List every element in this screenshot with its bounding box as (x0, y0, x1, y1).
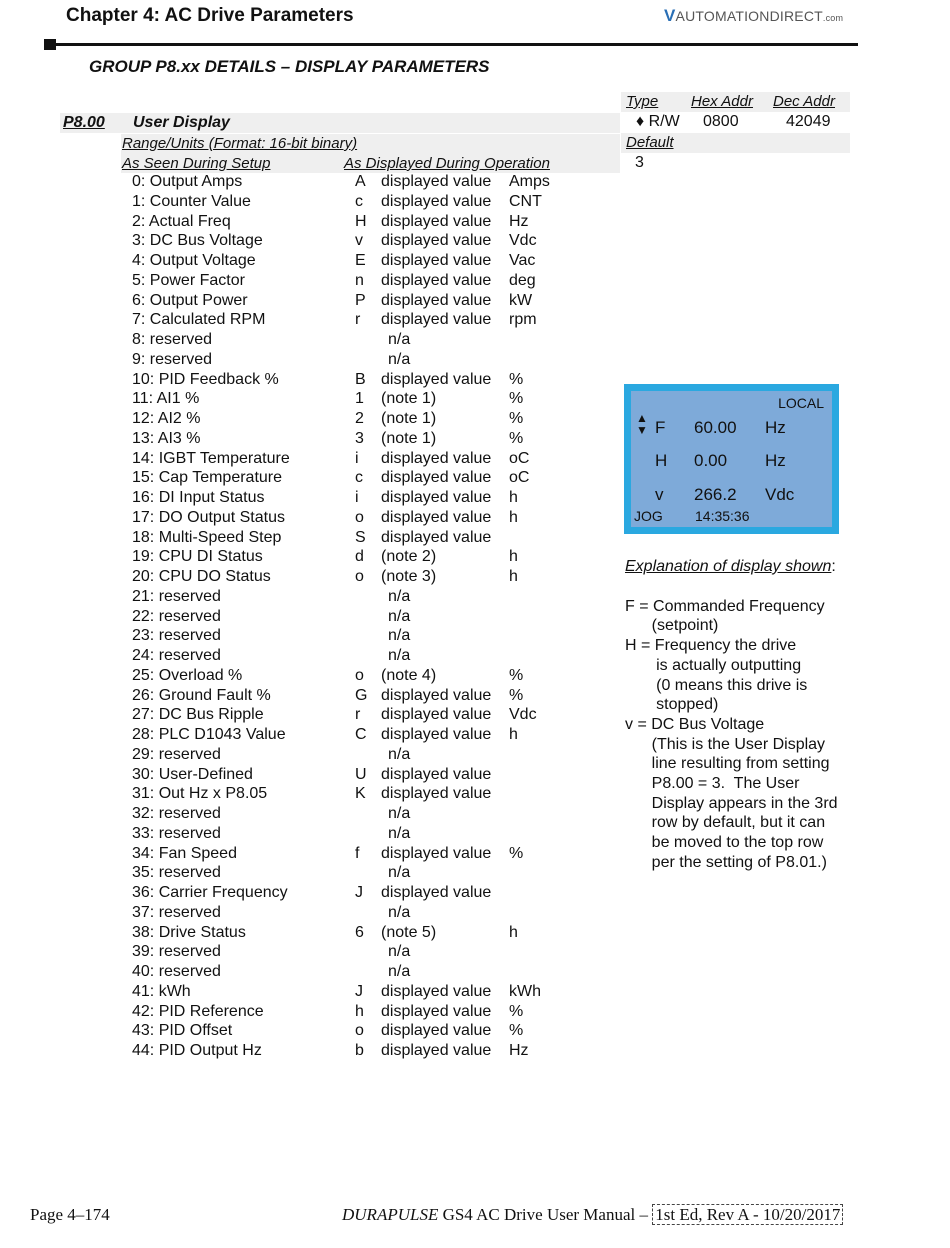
row-display-value: displayed value (381, 1002, 492, 1020)
edition-label: 1st Ed, Rev A - 10/20/2017 (652, 1204, 843, 1225)
param-row (0, 726, 600, 746)
row-display-code: J (355, 884, 363, 901)
row-display-code: o (355, 508, 364, 526)
explanation-line: be moved to the top row (625, 834, 824, 852)
row-display-value: (note 4) (381, 666, 437, 684)
row-display-value: (note 1) (381, 410, 437, 427)
row-display-code: c (355, 192, 363, 210)
row-display-code: P (355, 291, 366, 309)
row-display-value: n/a (388, 627, 411, 645)
display-line2-value: 0.00 (694, 451, 728, 470)
display-line2-unit: Hz (765, 451, 786, 470)
row-unit: kW (509, 291, 533, 309)
row-setup-label: 29: reserved (132, 745, 221, 763)
row-setup-label: 25: Overload % (132, 666, 243, 684)
param-row (0, 272, 600, 292)
param-row (0, 943, 600, 963)
row-display-value: displayed value (381, 212, 492, 230)
param-row (0, 410, 600, 430)
param-row (0, 983, 600, 1003)
row-setup-label: 0: Output Amps (132, 173, 243, 190)
param-row (0, 825, 600, 845)
param-row (0, 924, 600, 944)
range-units-label: Range/Units (Format: 16-bit binary) (122, 135, 358, 152)
row-unit: Amps (509, 173, 550, 190)
row-display-value: n/a (388, 805, 411, 822)
param-row (0, 1042, 600, 1062)
row-setup-label: 15: Cap Temperature (132, 469, 283, 487)
explanation-line: H = Frequency the drive (625, 637, 797, 655)
row-display-value: displayed value (381, 706, 492, 724)
param-row (0, 706, 600, 726)
row-display-value: n/a (388, 745, 411, 763)
explanation-line: Display appears in the 3rd (625, 794, 838, 812)
row-display-code: d (355, 548, 364, 566)
row-setup-label: 7: Calculated RPM (132, 311, 266, 329)
row-unit: deg (509, 271, 536, 289)
chapter-title: Chapter 4: AC Drive Parameters (66, 5, 354, 26)
group-title: GROUP P8.xx DETAILS – DISPLAY PARAMETERS (89, 57, 490, 76)
row-display-code: 2 (355, 410, 364, 427)
row-display-code: A (355, 173, 366, 190)
row-unit: Vac (509, 252, 536, 269)
row-setup-label: 43: PID Offset (132, 1022, 233, 1040)
row-setup-label: 22: reserved (132, 607, 221, 625)
type-label: Type (626, 93, 659, 110)
row-setup-label: 17: DO Output Status (132, 508, 285, 526)
manual-title-text: GS4 AC Drive User Manual – (438, 1205, 653, 1224)
row-display-value: displayed value (381, 508, 492, 526)
manual-title (342, 1205, 843, 1225)
row-unit: % (509, 1022, 524, 1040)
row-setup-label: 19: CPU DI Status (132, 548, 263, 566)
row-display-value: displayed value (381, 173, 492, 190)
logo-text: AUTOMATIONDIRECT (675, 8, 823, 24)
row-display-value: n/a (388, 647, 411, 664)
row-unit: % (509, 844, 524, 862)
param-row (0, 687, 600, 707)
local-mode-label: LOCAL (778, 395, 824, 411)
row-unit: Vdc (509, 232, 537, 250)
param-row (0, 213, 600, 233)
param-row (0, 193, 600, 213)
type-value: ♦ R/W (636, 113, 680, 130)
row-display-code: G (355, 686, 368, 704)
row-display-value: (note 1) (381, 429, 437, 447)
param-row (0, 529, 600, 549)
row-unit: rpm (509, 311, 537, 329)
row-display-value: displayed value (381, 252, 492, 269)
explanation-line: per the setting of P8.01.) (625, 853, 827, 871)
param-row (0, 469, 600, 489)
row-display-value: displayed value (381, 449, 492, 467)
param-row (0, 588, 600, 608)
row-display-code: 1 (355, 390, 364, 408)
row-setup-label: 38: Drive Status (132, 923, 246, 941)
row-display-code: E (355, 252, 366, 269)
row-display-code: 6 (355, 923, 364, 941)
row-unit: h (509, 568, 518, 585)
param-row (0, 232, 600, 252)
row-display-code: r (355, 706, 361, 724)
col-operation-header: As Displayed During Operation (344, 155, 550, 172)
row-display-value: n/a (388, 587, 411, 605)
param-row (0, 252, 600, 272)
param-row (0, 785, 600, 805)
row-setup-label: 39: reserved (132, 943, 221, 961)
explanation-line: (0 means this drive is (625, 676, 808, 694)
logo-v-mark: V (664, 6, 676, 25)
row-unit: % (509, 686, 524, 704)
row-setup-label: 21: reserved (132, 587, 221, 605)
row-display-value: n/a (388, 824, 411, 842)
row-unit: % (509, 370, 524, 388)
param-row (0, 667, 600, 687)
row-display-code: i (355, 449, 359, 467)
row-display-code: 3 (355, 429, 364, 447)
display-explanation (625, 557, 838, 873)
param-row (0, 963, 600, 983)
row-display-value: displayed value (381, 844, 492, 862)
display-line1-code: F (655, 418, 666, 437)
row-display-value: displayed value (381, 469, 492, 487)
row-setup-label: 11: AI1 % (132, 390, 200, 408)
param-row (0, 845, 600, 865)
row-setup-label: 37: reserved (132, 903, 221, 921)
display-time: 14:35:36 (695, 508, 750, 524)
param-row (0, 647, 600, 667)
row-unit: oC (509, 449, 530, 467)
row-setup-label: 1: Counter Value (132, 192, 251, 210)
row-setup-label: 8: reserved (132, 331, 213, 348)
row-unit: % (509, 390, 524, 408)
param-row (0, 1003, 600, 1023)
row-display-value: displayed value (381, 192, 492, 210)
default-label: Default (626, 134, 674, 151)
row-display-value: displayed value (381, 489, 492, 506)
param-row (0, 331, 600, 351)
param-row (0, 864, 600, 884)
param-row (0, 509, 600, 529)
row-display-value: n/a (388, 963, 411, 980)
display-line3-unit: Vdc (765, 485, 795, 504)
row-display-value: displayed value (381, 271, 492, 289)
explanation-line: v = DC Bus Voltage (625, 715, 765, 733)
durapulse-brand: DURAPULSE (342, 1205, 439, 1224)
row-setup-label: 44: PID Output Hz (132, 1042, 262, 1059)
row-unit: h (509, 726, 518, 743)
row-display-code: S (355, 528, 366, 546)
explanation-title: Explanation of display shown (625, 558, 832, 575)
row-setup-label: 30: User-Defined (132, 765, 253, 783)
row-display-value: (note 1) (381, 390, 437, 408)
row-setup-label: 41: kWh (132, 982, 191, 1000)
row-setup-label: 5: Power Factor (132, 271, 245, 289)
keypad-display-frame (624, 384, 839, 534)
row-unit: h (509, 508, 518, 526)
row-unit: % (509, 429, 524, 447)
param-row (0, 430, 600, 450)
row-display-value: displayed value (381, 765, 492, 783)
default-value: 3 (635, 154, 644, 171)
row-unit: Hz (509, 1042, 529, 1059)
param-row (0, 904, 600, 924)
row-display-code: v (355, 232, 363, 250)
row-display-value: n/a (388, 864, 411, 882)
display-line3-value: 266.2 (694, 485, 737, 504)
keypad-display-screen (631, 391, 832, 527)
row-unit: h (509, 489, 518, 506)
row-display-value: displayed value (381, 291, 492, 309)
param-name: User Display (133, 114, 230, 131)
row-setup-label: 9: reserved (132, 350, 213, 368)
row-setup-label: 35: reserved (132, 864, 221, 882)
row-display-code: H (355, 212, 367, 230)
param-row (0, 746, 600, 766)
row-display-code: o (355, 1022, 364, 1040)
param-row (0, 805, 600, 825)
row-setup-label: 27: DC Bus Ripple (132, 706, 264, 724)
row-display-value: displayed value (381, 528, 492, 546)
row-display-code: c (355, 469, 363, 487)
row-setup-label: 3: DC Bus Voltage (132, 232, 263, 250)
param-row (0, 608, 600, 628)
row-unit: Hz (509, 212, 529, 230)
row-setup-label: 13: AI3 % (132, 429, 201, 447)
param-row (0, 884, 600, 904)
explanation-line: P8.00 = 3. The User (625, 775, 800, 793)
row-unit: CNT (509, 192, 542, 210)
row-display-value: displayed value (381, 232, 492, 250)
row-display-value: n/a (388, 331, 411, 348)
hex-addr-value: 0800 (703, 113, 739, 130)
row-display-value: n/a (388, 607, 411, 625)
row-setup-label: 23: reserved (132, 627, 221, 645)
row-display-value: n/a (388, 943, 411, 961)
display-line2-code: H (655, 451, 668, 470)
row-setup-label: 26: Ground Fault % (132, 686, 271, 704)
param-row (0, 568, 600, 588)
row-unit: Vdc (509, 706, 537, 724)
row-display-value: (note 2) (381, 548, 437, 566)
param-row (0, 311, 600, 331)
row-display-code: K (355, 785, 366, 803)
row-setup-label: 24: reserved (132, 647, 221, 664)
param-row (0, 766, 600, 786)
param-row (0, 627, 600, 647)
row-setup-label: 34: Fan Speed (132, 844, 237, 862)
row-display-code: B (355, 370, 366, 388)
row-display-value: displayed value (381, 370, 492, 388)
row-unit: % (509, 666, 524, 684)
row-display-code: J (355, 982, 363, 1000)
row-unit: % (509, 1002, 524, 1020)
explanation-line: F = Commanded Frequency (625, 597, 825, 615)
param-row (0, 450, 600, 470)
header-rule (44, 43, 858, 46)
explanation-line: (This is the User Display (625, 735, 826, 753)
row-setup-label: 31: Out Hz x P8.05 (132, 785, 268, 803)
param-row (0, 548, 600, 568)
row-setup-label: 2: Actual Freq (132, 212, 231, 230)
row-display-value: n/a (388, 903, 411, 921)
row-display-value: n/a (388, 350, 411, 368)
row-unit: h (509, 548, 518, 566)
param-row (0, 1022, 600, 1042)
row-setup-label: 4: Output Voltage (132, 252, 256, 269)
explanation-line: is actually outputting (625, 656, 802, 674)
row-unit: kWh (509, 982, 541, 1000)
logo-suffix: .com (822, 13, 844, 23)
row-setup-label: 36: Carrier Frequency (132, 884, 288, 901)
up-down-arrows-icon: ▲▼ (636, 411, 648, 437)
row-display-value: displayed value (381, 311, 492, 329)
row-display-value: displayed value (381, 1022, 492, 1040)
row-setup-label: 10: PID Feedback % (132, 370, 279, 388)
display-line1-unit: Hz (765, 418, 786, 437)
row-setup-label: 20: CPU DO Status (132, 568, 271, 585)
row-display-code: f (355, 844, 360, 862)
explanation-line: (setpoint) (625, 617, 719, 635)
param-code: P8.00 (63, 114, 105, 131)
row-display-value: (note 3) (381, 568, 437, 585)
page-number: Page 4–174 (30, 1205, 110, 1224)
automationdirect-logo (664, 6, 843, 26)
row-display-code: C (355, 726, 367, 743)
row-unit: % (509, 410, 524, 427)
dec-addr-label: Dec Addr (773, 93, 835, 110)
row-setup-label: 32: reserved (132, 805, 221, 822)
col-setup-header: As Seen During Setup (122, 155, 271, 172)
row-display-code: n (355, 271, 364, 289)
row-setup-label: 14: IGBT Temperature (132, 449, 290, 467)
dec-addr-value: 42049 (786, 113, 831, 130)
explanation-line: line resulting from setting (625, 755, 830, 773)
row-display-value: displayed value (381, 686, 492, 704)
param-row (0, 351, 600, 371)
display-line1-value: 60.00 (694, 418, 737, 437)
row-display-code: b (355, 1042, 364, 1059)
explanation-lines (625, 597, 838, 873)
row-setup-label: 40: reserved (132, 963, 221, 980)
explanation-line: stopped) (625, 696, 719, 714)
param-row (0, 489, 600, 509)
row-display-code: i (355, 489, 359, 506)
row-setup-label: 28: PLC D1043 Value (132, 726, 286, 743)
row-display-value: displayed value (381, 1042, 492, 1059)
explanation-line: row by default, but it can (625, 814, 826, 832)
row-setup-label: 42: PID Reference (132, 1002, 264, 1020)
row-setup-label: 18: Multi-Speed Step (132, 528, 282, 546)
row-setup-label: 16: DI Input Status (132, 489, 265, 506)
row-setup-label: 33: reserved (132, 824, 221, 842)
row-display-value: displayed value (381, 726, 492, 743)
row-display-value: displayed value (381, 982, 492, 1000)
row-display-code: h (355, 1002, 364, 1020)
row-display-value: displayed value (381, 785, 492, 803)
explanation-title-colon: : (831, 558, 836, 575)
param-row (0, 390, 600, 410)
row-display-code: U (355, 765, 367, 783)
row-setup-label: 12: AI2 % (132, 410, 201, 427)
row-display-value: (note 5) (381, 923, 437, 941)
row-unit: oC (509, 469, 530, 487)
jog-label: JOG (634, 508, 663, 524)
param-row (0, 371, 600, 391)
row-display-code: r (355, 311, 361, 329)
row-display-code: o (355, 666, 364, 684)
param-row (0, 173, 600, 193)
row-unit: h (509, 923, 518, 941)
hex-addr-label: Hex Addr (691, 93, 753, 110)
param-row (0, 292, 600, 312)
display-line3-code: v (655, 485, 664, 504)
row-display-value: displayed value (381, 884, 492, 901)
row-setup-label: 6: Output Power (132, 291, 248, 309)
row-display-code: o (355, 568, 364, 585)
